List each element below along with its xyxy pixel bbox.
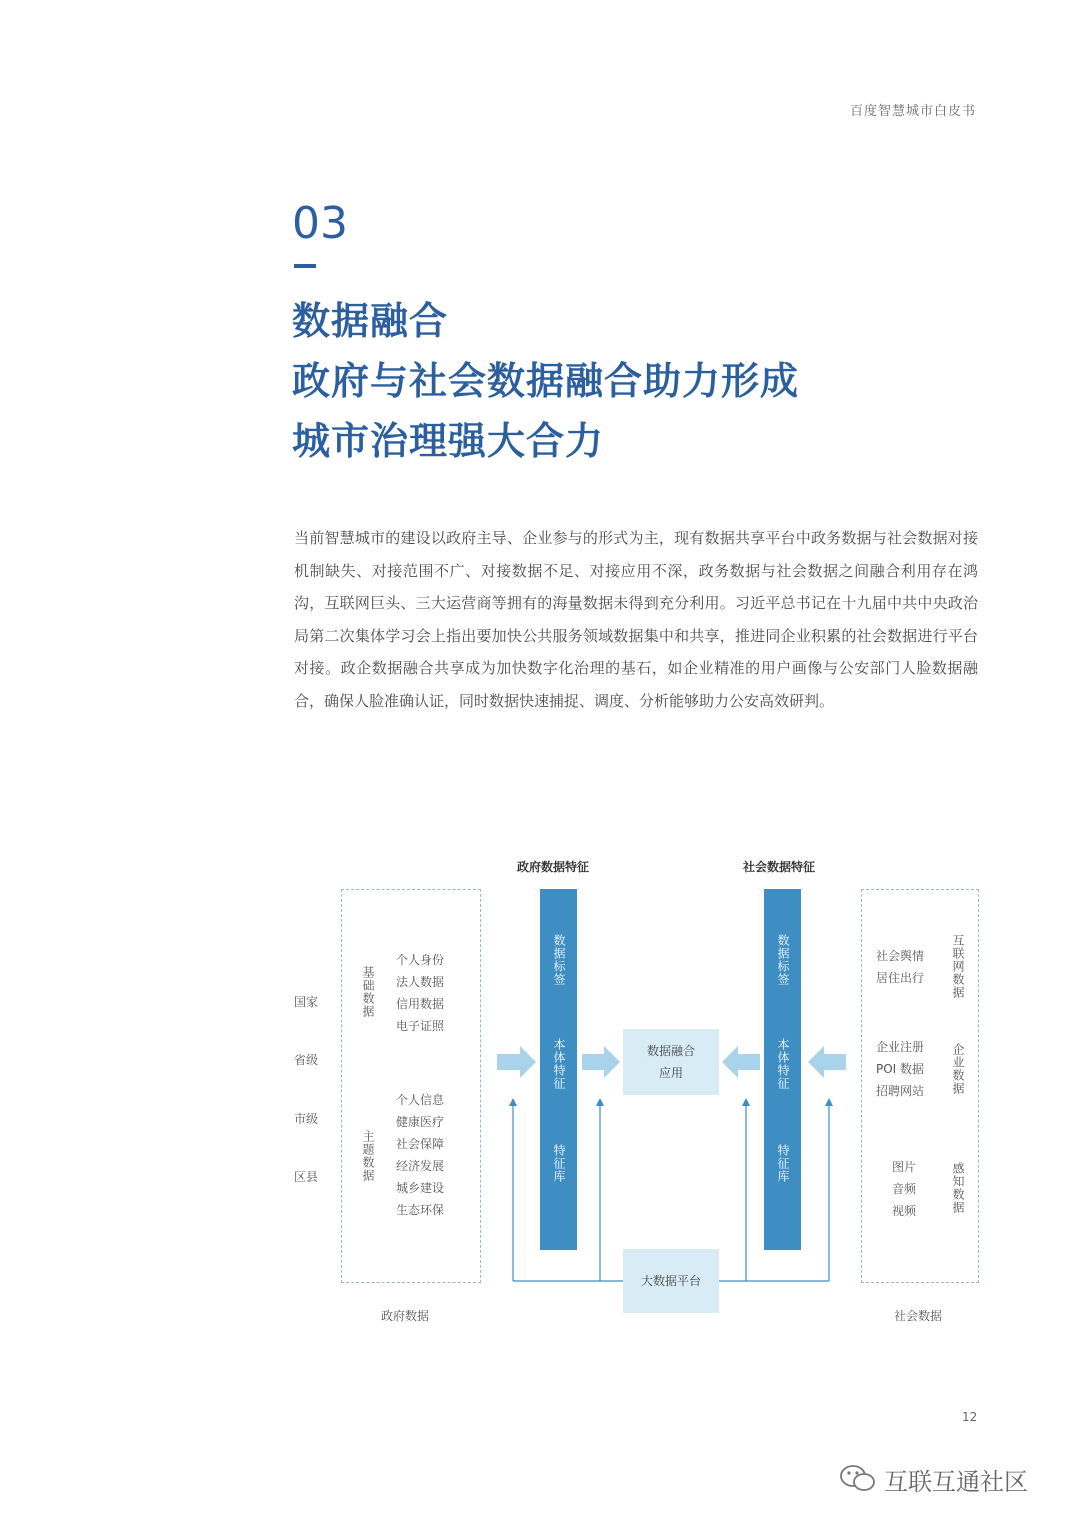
- gov-group-label-basic: 基础数据: [361, 966, 375, 1018]
- bar-segment-label: 数据标签: [552, 934, 566, 986]
- soc-group-label-sensing: 感知数据: [951, 1162, 965, 1214]
- document-title: 百度智慧城市白皮书: [849, 104, 976, 119]
- chapter-title-line-3: 城市治理强大合力: [292, 419, 605, 463]
- arrow-left-icon: [722, 1046, 760, 1078]
- wechat-icon: [838, 1462, 878, 1494]
- arrow-up-icon: [742, 1098, 750, 1106]
- list-item: 企业注册: [876, 1040, 925, 1054]
- arrow-up-icon: [825, 1098, 833, 1106]
- watermark-text: 互联互通社区: [884, 1468, 1028, 1496]
- chapter-title-line-2: 政府与社会数据融合助力形成: [292, 359, 800, 403]
- list-item: 信用数据: [396, 997, 445, 1011]
- soc-group-label-enterprise: 企业数据: [951, 1043, 965, 1095]
- list-item: 图片: [892, 1160, 917, 1174]
- list-item: 招聘网站: [876, 1084, 925, 1098]
- level-label: 区县: [294, 1170, 319, 1184]
- list-item: 电子证照: [396, 1019, 445, 1033]
- arrow-right-icon: [497, 1046, 536, 1078]
- gov-data-caption: 政府数据: [381, 1309, 430, 1323]
- fusion-box-line: 应用: [658, 1066, 683, 1080]
- list-item: 视频: [892, 1204, 917, 1218]
- arrow-left-icon: [808, 1046, 846, 1078]
- list-item: 经济发展: [396, 1159, 445, 1173]
- fusion-application-box: [623, 1029, 719, 1095]
- gov-feature-title: 政府数据特征: [517, 860, 590, 874]
- bar-segment-label: 特征库: [552, 1144, 566, 1183]
- soc-group-label-internet: 互联网数据: [951, 934, 965, 999]
- list-item: 个人信息: [396, 1093, 445, 1107]
- soc-group-items-enterprise: [876, 1036, 924, 1102]
- soc-data-caption: 社会数据: [894, 1309, 943, 1323]
- fusion-box-line: 数据融合: [646, 1044, 695, 1058]
- page-number: 12: [962, 1410, 978, 1424]
- level-label: 国家: [294, 995, 319, 1009]
- level-label: 省级: [294, 1053, 319, 1067]
- gov-group-label-theme: 主题数据: [361, 1130, 375, 1182]
- chapter-number: 03: [292, 198, 348, 249]
- soc-group-items-sensing: [892, 1156, 916, 1222]
- list-item: POI 数据: [876, 1062, 925, 1076]
- bar-segment-label: 本体特征: [552, 1038, 566, 1090]
- bar-segment-label: 数据标签: [776, 934, 790, 986]
- list-item: 城乡建设: [396, 1181, 445, 1195]
- list-item: 生态环保: [396, 1203, 445, 1217]
- body-paragraph: 当前智慧城市的建设以政府主导、企业参与的形式为主，现有数据共享平台中政务数据与社会数据对接机制缺失、对接范围不广、对接数据不足、对接应用不深，政务数据与社会数据之间融合利用存在鸿沟，互联网巨头、三大运营商等拥有的海量数据未得到充分利用。习近平总书记在十九届中共中央政治局第二次集体学习会上指出要加快公共服务领域数据集中和共享，推进同企业积累的社会数据进行平台对接。政企数据融合共享成为加快数字化治理的基石，如企业精准的用户画像与公安部门人脸数据融合，确保人脸准确认证，同时数据快速捕捉、调度、分析能够助力公安高效研判。: [294, 529, 978, 710]
- arrow-up-icon: [596, 1098, 604, 1106]
- big-data-platform-box: 大数据平台: [623, 1249, 719, 1313]
- level-label: 市级: [294, 1112, 319, 1126]
- bar-segment-label: 特征库: [776, 1144, 790, 1183]
- list-item: 法人数据: [396, 975, 445, 989]
- list-item: 音频: [892, 1182, 917, 1196]
- bar-segment-label: 本体特征: [776, 1038, 790, 1090]
- list-item: 社会保障: [396, 1137, 445, 1151]
- list-item: 社会舆情: [876, 949, 925, 963]
- list-item: 健康医疗: [396, 1115, 445, 1129]
- soc-group-items-internet: [876, 945, 924, 989]
- arrow-right-icon: [582, 1046, 620, 1078]
- soc-feature-title: 社会数据特征: [743, 860, 816, 874]
- chapter-title-line-1: 数据融合: [292, 299, 449, 343]
- list-item: 个人身份: [396, 953, 445, 967]
- arrow-up-icon: [509, 1098, 517, 1106]
- list-item: 居住出行: [876, 971, 925, 985]
